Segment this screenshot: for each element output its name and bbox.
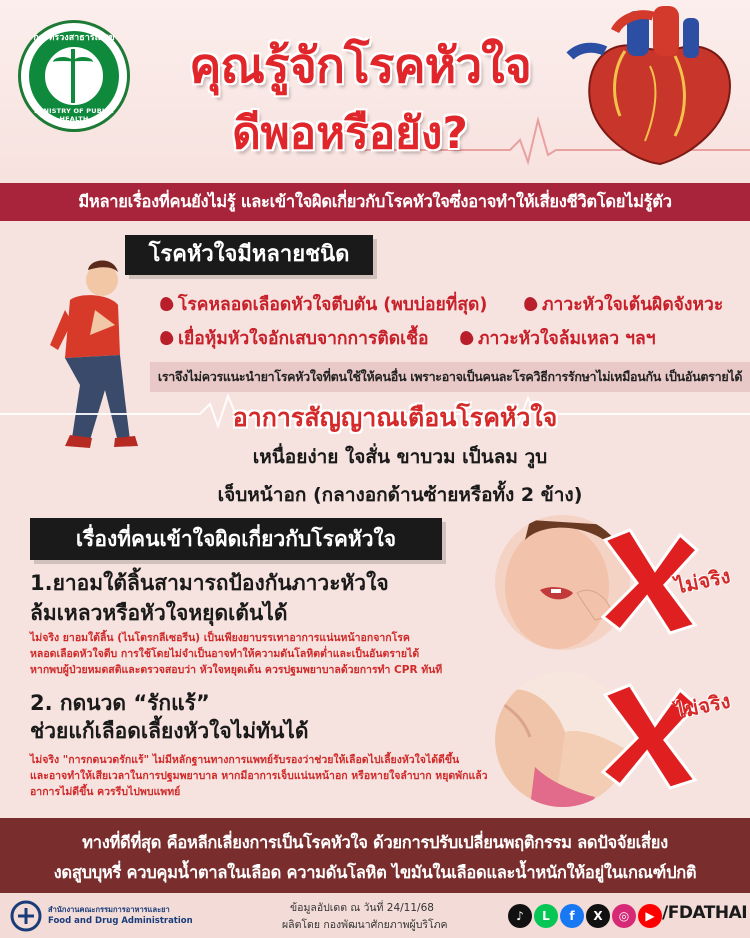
myth-1-title-line2: ล้มเหลวหรือหัวใจหยุดเต้นได้ (30, 601, 288, 625)
line-icon[interactable]: L (534, 904, 558, 928)
type-item-3: เยื่อหุ้มหัวใจอักเสบจากการติดเชื้อ (160, 324, 428, 352)
social-handle[interactable]: /FDATHAI (662, 903, 748, 923)
myths-heading: เรื่องที่คนเข้าใจผิดเกี่ยวกับโรคหัวใจ (30, 518, 442, 560)
fda-org-thai: สำนักงานคณะกรรมการอาหารและยา (48, 905, 170, 914)
heart-illustration (565, 6, 740, 166)
symptoms-line1: เหนื่อยง่าย ใจสั่น ขาบวม เป็นลม วูบ (252, 446, 548, 468)
update-date: ข้อมูลอัปเดต ณ วันที่ 24/11/68 (290, 902, 434, 914)
x-icon[interactable]: X (586, 904, 610, 928)
myth-2-desc-line3: อาการไม่ดีขึ้น ควรรีบไปพบแพทย์ (30, 786, 181, 798)
fda-org-english: Food and Drug Administration (48, 916, 193, 926)
producer-credit: ผลิตโดย กองพัฒนาศักยภาพผู้บริโภค (282, 919, 448, 931)
heart-bullet-icon (158, 330, 174, 347)
warning-signs-heading: อาการสัญญาณเตือนโรคหัวใจ (232, 403, 558, 432)
heart-bullet-icon (158, 296, 174, 313)
facebook-icon[interactable]: f (560, 904, 584, 928)
myth-2-title-line2: ช่วยแก้เลือดเลี้ยงหัวใจไม่ทันได้ (30, 719, 309, 743)
myth-1-desc-line3: หากพบผู้ป่วยหมดสติและตรวจสอบว่า หัวใจหยุดเต้น ควรปฐมพยาบาลด้วยการทำ CPR ทันที (30, 664, 443, 676)
advice-line2: งดสูบบุหรี่ ควบคุมน้ำตาลในเลือด ความดันโลหิต ไขมันในเลือดและน้ำหนักให้อยู่ในเกณฑ์ปกติ (53, 863, 697, 882)
instagram-icon[interactable]: ◎ (612, 904, 636, 928)
type-item-2: ภาวะหัวใจเต้นผิดจังหวะ (524, 290, 723, 318)
medication-note: เราจึงไม่ควรแนะนำยาโรคหัวใจที่ตนใช้ให้คนอื่น เพราะอาจเป็นคนละโรควิธีการรักษาไม่เหมือนกัน เป็นอันตรายได้ (150, 362, 750, 392)
fda-logo-icon (10, 900, 44, 932)
symptoms-line2: เจ็บหน้าอก (กลางอกด้านซ้ายหรือทั้ง 2 ข้าง) (217, 484, 583, 506)
myth-2-title-line1: 2. กดนวด “รักแร้” (30, 691, 210, 715)
subtitle-banner: มีหลายเรื่องที่คนยังไม่รู้ และเข้าใจผิดเกี่ยวกับโรคหัวใจซึ่งอาจทำให้เสี่ยงชีวิตโดยไม่รู้ตัว (0, 183, 750, 221)
heart-bullet-icon (458, 330, 474, 347)
myth-1-desc-line2: หลอดเลือดหัวใจตีบ การใช้โดยไม่จำเป็นอาจทำให้ความดันโลหิตต่ำและเป็นอันตรายได้ (30, 648, 420, 660)
moph-logo: กระทรวงสาธารณสุข MINISTRY OF PUBLIC HEALTH (18, 20, 130, 132)
myth-1-verdict: ไม่จริง (673, 563, 733, 599)
type-item-1: โรคหลอดเลือดหัวใจตีบตัน (พบบ่อยที่สุด) (160, 290, 487, 318)
advice-line1: ทางที่ดีที่สุด คือหลีกเลี่ยงการเป็นโรคหัวใจ ด้วยการปรับเปลี่ยนพฤติกรรม ลดปัจจัยเสี่ยง (82, 833, 668, 852)
heart-bullet-icon (522, 296, 538, 313)
myth-2-desc-line2: และอาจทำให้เสียเวลาในการปฐมพยาบาล หากมีอาการเจ็บแน่นหน้าอก หรือหายใจลำบาก หยุดพักแล้ว (30, 770, 488, 782)
page-title-line2: ดีพอหรือยัง? (232, 108, 468, 159)
youtube-icon[interactable]: ▶ (638, 904, 662, 928)
myth-1-desc-line1: ไม่จริง ยาอมใต้ลิ้น (ไนโตรกลีเซอรีน) เป็นเพียงยาบรรเทาอาการแน่นหน้าอกจากโรค (30, 632, 410, 644)
advice-band (0, 818, 750, 893)
page-title-line1: คุณรู้จักโรคหัวใจ (189, 38, 531, 94)
header (0, 0, 750, 178)
tiktok-icon[interactable]: ♪ (508, 904, 532, 928)
myth-1-title-line1: 1.ยาอมใต้ลิ้นสามารถป้องกันภาวะหัวใจ (30, 571, 389, 595)
types-heading: โรคหัวใจมีหลายชนิด (125, 235, 373, 275)
type-item-4: ภาวะหัวใจล้มเหลว ฯลฯ (460, 324, 656, 352)
myth-2-verdict: ไม่จริง (673, 688, 733, 724)
myth-2-desc-line1: ไม่จริง "การกดนวดรักแร้" ไม่มีหลักฐานทางการแพทย์รับรองว่าช่วยให้เลือดไปเลี้ยงหัวใจได้ดีขึ้น (30, 754, 460, 766)
